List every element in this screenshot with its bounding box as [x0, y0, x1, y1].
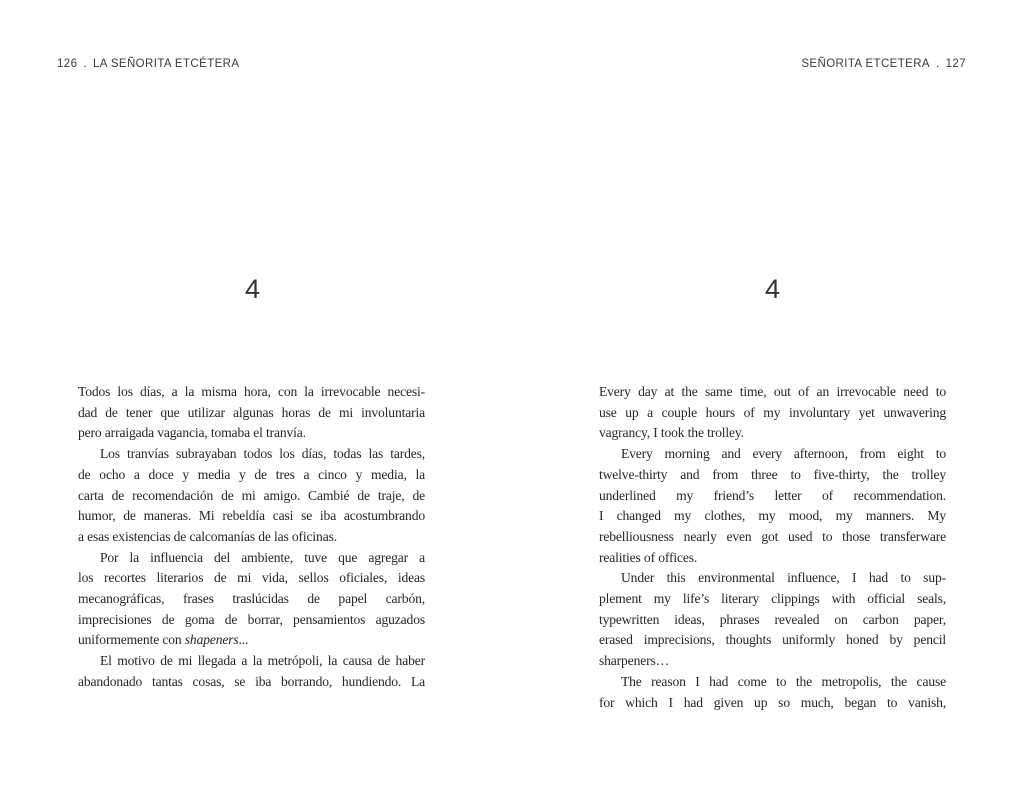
text-line: Every morning and every afternoon, from eight to [621, 446, 946, 462]
text-line: El motivo de mi llegada a la metrópoli, la causa de haber [100, 653, 425, 669]
book-title-left: LA SEÑORITA ETCÉTERA [93, 58, 240, 70]
body-text-left [78, 382, 425, 693]
paragraph [599, 672, 946, 713]
header-separator: . [83, 58, 87, 70]
text-line: pero arraigada vagancia, tomaba el tranvía. [78, 425, 306, 441]
text-segment: ... [238, 632, 249, 648]
text-line: vagrancy, I took the trolley. [599, 425, 744, 441]
text-line: dad de tener que utilizar algunas horas de mi involuntaria [78, 404, 425, 420]
paragraph [78, 444, 425, 548]
text-line [78, 630, 425, 651]
text-line: los recortes literarios de mi vida, sellos oficiales, ideas [78, 570, 425, 586]
header-separator: . [936, 58, 940, 70]
page-number-left: 126 [57, 58, 78, 70]
paragraph [599, 568, 946, 672]
text-line: The reason I had come to the metropolis, the cause [621, 673, 946, 689]
text-line: Todos los días, a la misma hora, con la irrevocable necesi- [78, 384, 425, 399]
text-line: Under this environmental influence, I had to sup- [621, 570, 946, 586]
paragraph [599, 444, 946, 568]
text-line: a esas existencias de calcomanías de las oficinas. [78, 528, 337, 544]
body-text-right [599, 382, 946, 713]
text-line: de ocho a doce y media y de tres a cinco y media, la [78, 466, 425, 482]
page-number-right: 127 [945, 58, 966, 70]
text-segment: uniformemente con [78, 632, 185, 648]
text-line: erased imprecisions, thoughts uniformly honed by pencil [599, 632, 946, 648]
text-line: Por la influencia del ambiente, tuve que agregar a [100, 549, 425, 565]
running-head-right [801, 58, 966, 70]
running-head-left [57, 58, 239, 70]
text-line: for which I had given up so much, began to vanish, [599, 694, 946, 710]
text-line: sharpeners… [599, 653, 670, 669]
chapter-number-right: 4 [764, 274, 781, 304]
italic-word: shapeners [184, 632, 239, 648]
text-line: realities of offices. [599, 549, 698, 565]
text-line: humor, de maneras. Mi rebeldía casi se iba acostumbrando [78, 508, 425, 524]
text-line: typewritten ideas, phrases revealed on carbon paper, [599, 611, 946, 627]
text-line: plement my life’s literary clippings with official seals, [599, 591, 946, 607]
text-line: abandonado tantas cosas, se iba borrando, hundiendo. La [78, 673, 425, 689]
text-line: twelve-thirty and from three to five-thirty, the trolley [599, 466, 946, 482]
paragraph [78, 382, 425, 444]
text-line: mecanográficas, frases traslúcidas de papel carbón, [78, 591, 425, 607]
text-line: imprecisiones de goma de borrar, pensamientos aguzados [78, 611, 425, 627]
text-line: rebelliousness nearly even got used to those transferware [599, 528, 946, 544]
paragraph [599, 382, 946, 444]
paragraph [78, 651, 425, 692]
text-line: underlined my friend’s letter of recommendation. [599, 487, 946, 503]
text-line: use up a couple hours of my involuntary yet unwavering [599, 404, 946, 420]
text-line: I changed my clothes, my mood, my manners. My [599, 508, 946, 524]
text-line: Los tranvías subrayaban todos los días, todas las tardes, [100, 446, 425, 462]
paragraph [78, 548, 425, 652]
chapter-number-left: 4 [244, 274, 261, 304]
text-line: Every day at the same time, out of an irrevocable need to [599, 384, 946, 399]
book-title-right: SEÑORITA ETCETERA [801, 58, 930, 70]
text-line: carta de recomendación de mi amigo. Cambié de traje, de [78, 487, 425, 503]
